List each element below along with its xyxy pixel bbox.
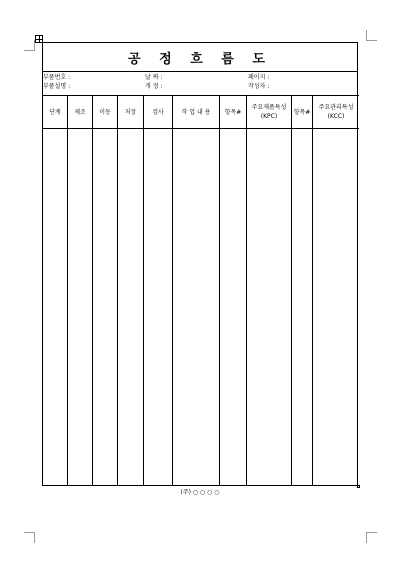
info-column-part — [43, 73, 70, 91]
column-header: 단계 — [43, 96, 67, 129]
column-work-description[interactable] — [173, 96, 220, 486]
process-flow-form — [42, 42, 358, 486]
column-header: 주요관리특성 (KCC) — [313, 96, 359, 129]
info-column-date — [145, 73, 162, 91]
info-column-page — [248, 73, 269, 91]
crop-mark-top-left — [24, 40, 35, 51]
column-header: 검사 — [144, 96, 172, 129]
column-inspection[interactable] — [144, 96, 173, 486]
author-label: 작성자 : — [248, 83, 270, 90]
column-header: 작 업 내 용 — [173, 96, 219, 129]
revision-label: 개 정 : — [145, 83, 163, 90]
crop-mark-top-right — [366, 30, 377, 41]
form-title: 공 정 흐 름 도 — [43, 43, 357, 72]
column-key-control-characteristics[interactable] — [313, 96, 359, 486]
date-label: 날 짜 : — [145, 74, 163, 81]
part-number-label: 부품번호 : — [43, 74, 71, 81]
crop-mark-bottom-right — [366, 532, 377, 543]
column-item-number-2[interactable] — [292, 96, 313, 486]
column-item-number[interactable] — [220, 96, 247, 486]
column-header: 이동 — [93, 96, 117, 129]
company-footer: (주) ○ ○ ○ ○ — [180, 489, 220, 496]
column-key-product-characteristics[interactable] — [247, 96, 292, 486]
column-header: 항목# — [292, 96, 312, 129]
column-step[interactable] — [43, 96, 68, 486]
column-header: 저장 — [118, 96, 143, 129]
column-storage[interactable] — [118, 96, 144, 486]
page-label: 페이지 : — [248, 74, 270, 81]
process-table — [43, 95, 359, 486]
column-header: 제조 — [68, 96, 92, 129]
column-header: 항목# — [220, 96, 246, 129]
column-header: 주요제품특성 (KPC) — [247, 96, 291, 129]
crop-mark-bottom-left — [24, 532, 35, 543]
column-move[interactable] — [93, 96, 118, 486]
part-description-label: 부품설명 : — [43, 83, 71, 90]
column-manufacture[interactable] — [68, 96, 93, 486]
